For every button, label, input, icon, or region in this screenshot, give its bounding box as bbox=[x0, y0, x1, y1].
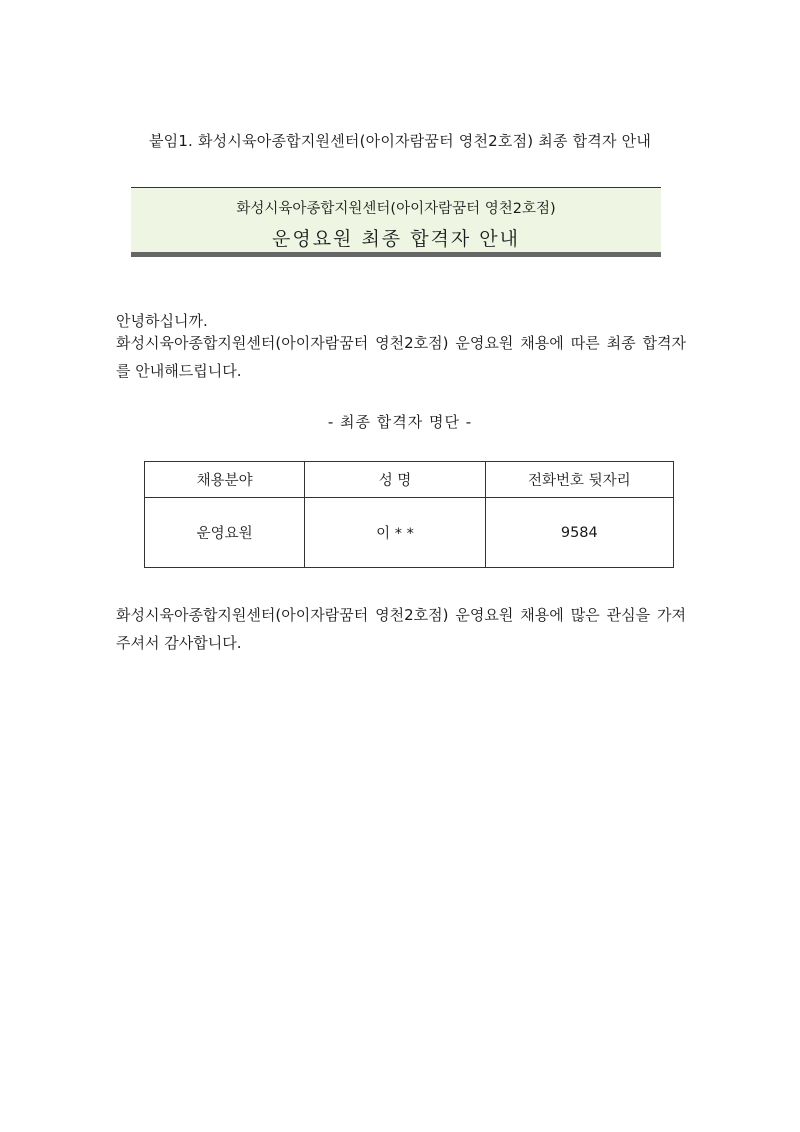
finalist-table bbox=[144, 461, 674, 568]
closing-paragraph: 화성시육아종합지원센터(아이자람꿈터 영천2호점) 운영요원 채용에 많은 관심을 가져 주셔서 감사합니다. bbox=[116, 606, 686, 652]
header-name: 성 명 bbox=[305, 462, 485, 498]
banner-title: 운영요원 최종 합격자 안내 bbox=[271, 228, 520, 250]
intro-paragraph: 화성시육아종합지원센터(아이자람꿈터 영천2호점) 운영요원 채용에 따른 최종 합격자를 안내해드립니다. bbox=[116, 334, 686, 380]
greeting-text: 안녕하십니까. bbox=[116, 312, 208, 330]
table-row bbox=[145, 498, 674, 568]
cell-field: 운영요원 bbox=[145, 498, 305, 568]
header-field: 채용분야 bbox=[145, 462, 305, 498]
list-title: - 최종 합격자 명단 - bbox=[327, 413, 473, 431]
attachment-title: 붙임1. 화성시육아종합지원센터(아이자람꿈터 영천2호점) 최종 합격자 안내 bbox=[148, 132, 652, 150]
cell-phone-suffix: 9584 bbox=[485, 498, 673, 568]
header-phone-suffix: 전화번호 뒷자리 bbox=[485, 462, 673, 498]
title-banner bbox=[131, 187, 661, 257]
banner-subtitle: 화성시육아종합지원센터(아이자람꿈터 영천2호점) bbox=[236, 201, 556, 217]
table-header-row bbox=[145, 462, 674, 498]
cell-name: 이 * * bbox=[305, 498, 485, 568]
